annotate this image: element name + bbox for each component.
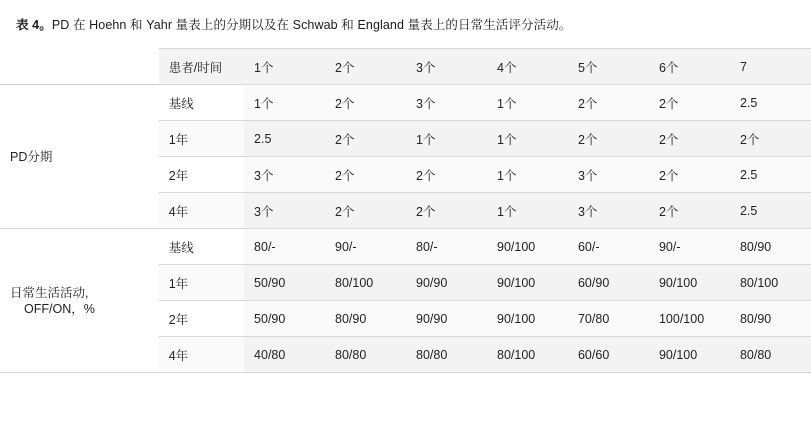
cell-value: 1个 [487,85,568,121]
cell-value: 2个 [649,85,730,121]
cell-value: 2.5 [730,193,811,229]
header-cell-patient-6: 6个 [649,49,730,85]
cell-value: 80/- [244,229,325,265]
header-cell-patient-3: 3个 [406,49,487,85]
cell-value: 2.5 [730,157,811,193]
cell-value: 90/100 [487,229,568,265]
cell-value: 60/90 [568,265,649,301]
cell-value: 90/100 [649,265,730,301]
row-time-label: 基线 [159,85,244,121]
cell-value: 2个 [325,85,406,121]
cell-value: 1个 [244,85,325,121]
table-header-row [0,49,811,85]
cell-value: 2个 [325,193,406,229]
cell-value: 2个 [325,157,406,193]
cell-value: 90/- [325,229,406,265]
row-time-label: 1年 [159,265,244,301]
table-caption-label: 表 4。 [16,18,52,32]
row-time-label: 4年 [159,193,244,229]
row-group-label-line2: OFF/ON，% [24,301,95,316]
header-cell-patient-1: 1个 [244,49,325,85]
cell-value: 80/100 [730,265,811,301]
cell-value: 80/100 [325,265,406,301]
cell-value: 2个 [406,193,487,229]
cell-value: 80/100 [487,337,568,373]
cell-value: 70/80 [568,301,649,337]
table-caption-text: PD 在 Hoehn 和 Yahr 量表上的分期以及在 Schwab 和 England 量表上的日常生活评分活动。 [51,18,572,32]
cell-value: 2个 [406,157,487,193]
cell-value: 3个 [406,85,487,121]
row-group-label-line1: 日常生活活动, [10,285,89,300]
cell-value: 2个 [325,121,406,157]
cell-value: 90/100 [487,265,568,301]
table-body [0,85,811,373]
cell-value: 2个 [649,193,730,229]
cell-value: 90/90 [406,265,487,301]
row-time-label: 4年 [159,337,244,373]
cell-value: 90/90 [406,301,487,337]
cell-value: 3个 [244,193,325,229]
cell-value: 2个 [568,121,649,157]
table-row [0,85,811,121]
cell-value: 80/90 [730,301,811,337]
cell-value: 50/90 [244,301,325,337]
cell-value: 1个 [487,157,568,193]
cell-value: 80/- [406,229,487,265]
cell-value: 1个 [487,193,568,229]
cell-value: 60/60 [568,337,649,373]
cell-value: 3个 [568,157,649,193]
cell-value: 90/100 [487,301,568,337]
cell-value: 2个 [730,121,811,157]
header-cell-patient-5: 5个 [568,49,649,85]
header-cell-patient-time: 患者/时间 [159,49,244,85]
table-caption [0,0,811,48]
cell-value: 60/- [568,229,649,265]
header-cell-corner [0,49,159,85]
cell-value: 50/90 [244,265,325,301]
header-cell-patient-4: 4个 [487,49,568,85]
row-time-label: 1年 [159,121,244,157]
header-cell-patient-7: 7 [730,49,811,85]
clinical-results-table [0,48,811,373]
cell-value: 100/100 [649,301,730,337]
cell-value: 40/80 [244,337,325,373]
cell-value: 80/80 [730,337,811,373]
cell-value: 2个 [568,85,649,121]
cell-value: 80/90 [325,301,406,337]
cell-value: 80/80 [406,337,487,373]
cell-value: 1个 [406,121,487,157]
row-time-label: 2年 [159,301,244,337]
row-group-label-pd-staging [0,85,159,229]
cell-value: 3个 [568,193,649,229]
cell-value: 90/- [649,229,730,265]
header-cell-patient-2: 2个 [325,49,406,85]
cell-value: 2.5 [730,85,811,121]
table-header [0,49,811,85]
row-group-label-line1: PD分期 [10,149,53,164]
cell-value: 2.5 [244,121,325,157]
cell-value: 1个 [487,121,568,157]
cell-value: 2个 [649,157,730,193]
cell-value: 90/100 [649,337,730,373]
cell-value: 2个 [649,121,730,157]
cell-value: 80/80 [325,337,406,373]
row-time-label: 基线 [159,229,244,265]
table-row [0,229,811,265]
row-group-label-adl [0,229,159,373]
cell-value: 80/90 [730,229,811,265]
cell-value: 3个 [244,157,325,193]
row-time-label: 2年 [159,157,244,193]
